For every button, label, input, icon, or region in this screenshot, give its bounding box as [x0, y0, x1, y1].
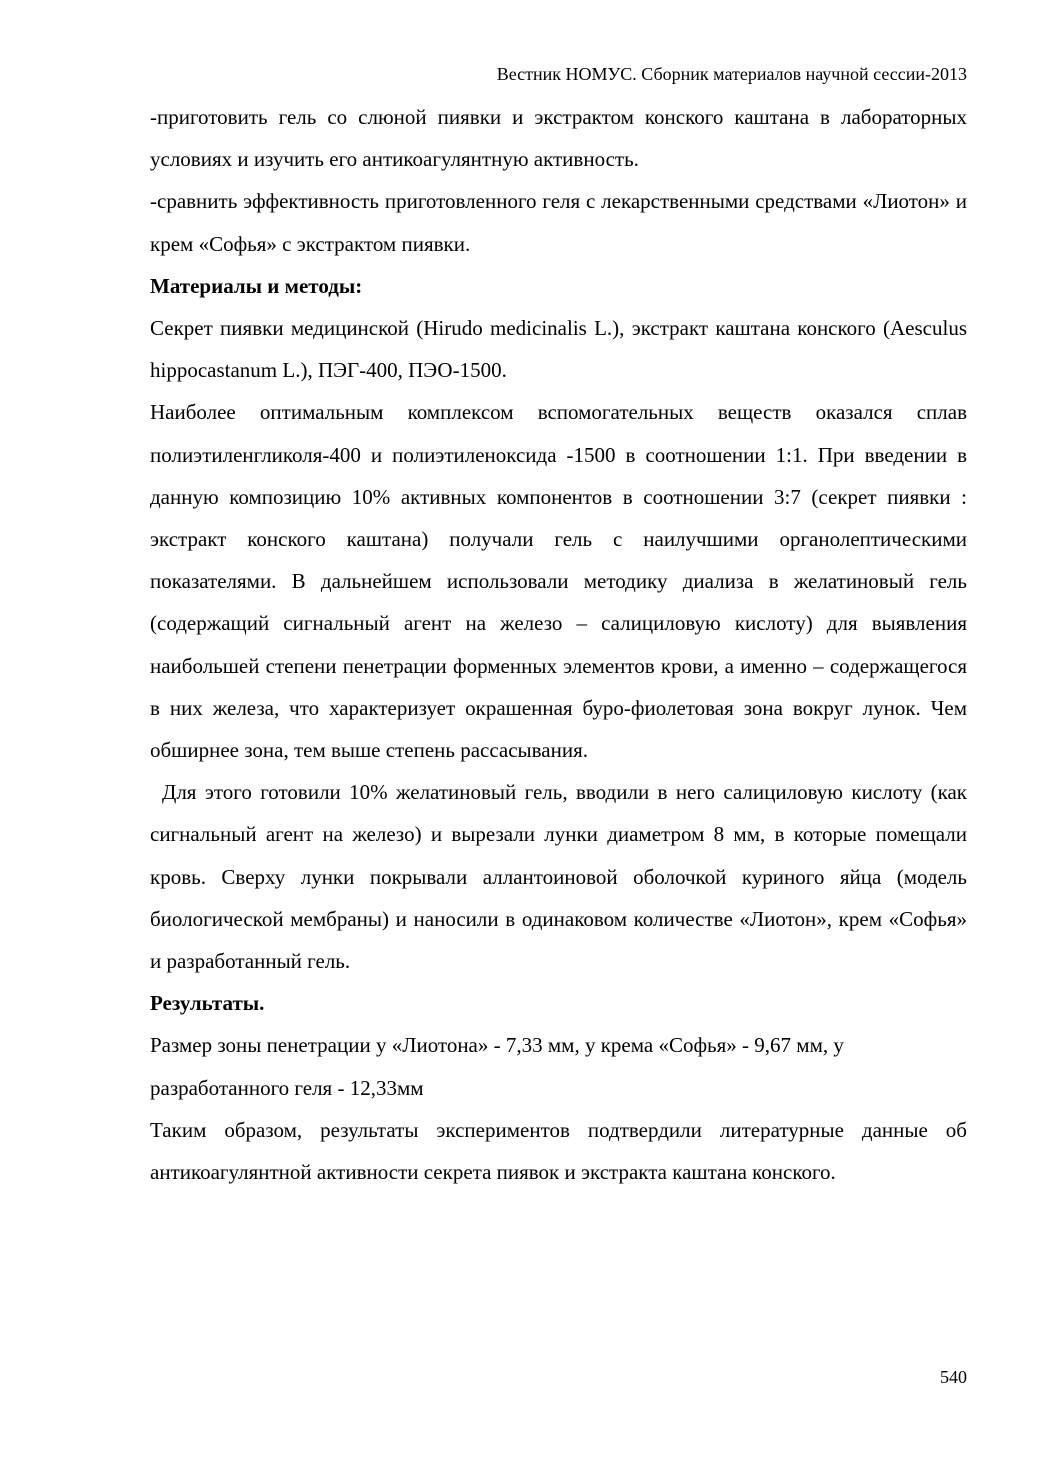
- results-paragraph: Размер зоны пенетрации у «Лиотона» - 7,33 мм, у крема «Софья» - 9,67 мм, у разработанного геля - 12,33мм: [150, 1033, 844, 1100]
- materials-paragraph: Секрет пиявки медицинской (Hirudo medicinalis L.), экстракт каштана конского (Aesculus hippocastanum L.), ПЭГ-400, ПЭО-1500.: [150, 316, 967, 383]
- procedure-paragraph: Для этого готовили 10% желатиновый гель, вводили в него салициловую кислоту (как сигнальный агент на железо) и вырезали лунки диаметром 8 мм, в которые помещали кровь. Сверху лунки покрывали аллантоиновой оболочкой куриного яйца (модель биологической мембраны) и наносили в одинаковом количестве «Лиотон», крем «Софья» и разработанный гель.: [150, 780, 967, 974]
- section-heading-results: Результаты.: [150, 991, 265, 1016]
- goal-paragraph-gel: -приготовить гель со слюной пиявки и экстрактом конского каштана в лабораторных условиях и изучить его антикоагулянтную активность.: [150, 105, 967, 172]
- page-number: 540: [940, 1367, 967, 1387]
- article-body: [150, 96, 967, 1193]
- goal-paragraph-compare: -сравнить эффективность приготовленного геля с лекарственными средствами «Лиотон» и крем «Софья» с экстрактом пиявки.: [150, 189, 967, 256]
- running-header: Вестник НОМУС. Сборник материалов научной сессии-2013: [496, 64, 967, 84]
- methods-paragraph: Наиболее оптимальным комплексом вспомогательных веществ оказался сплав полиэтиленгликоля-400 и полиэтиленоксида -1500 в соотношении 1:1. При введении в данную композицию 10% активных компонентов в соотношении 3:7 (секрет пиявки : экстракт конского каштана) получали гель с наилучшими органолептическими показателями. В дальнейшем использовали методику диализа в желатиновый гель (содержащий сигнальный агент на железо – салициловую кислоту) для выявления наибольшей степени пенетрации форменных элементов крови, а именно – содержащегося в них железа, что характеризует окрашенная буро-фиолетовая зона вокруг лунок. Чем обширнее зона, тем выше степень рассасывания.: [150, 400, 967, 763]
- conclusion-paragraph: Таким образом, результаты экспериментов подтвердили литературные данные об антикоагулянтной активности секрета пиявок и экстракта каштана конского.: [150, 1117, 967, 1185]
- section-heading-methods: Материалы и методы:: [150, 273, 363, 298]
